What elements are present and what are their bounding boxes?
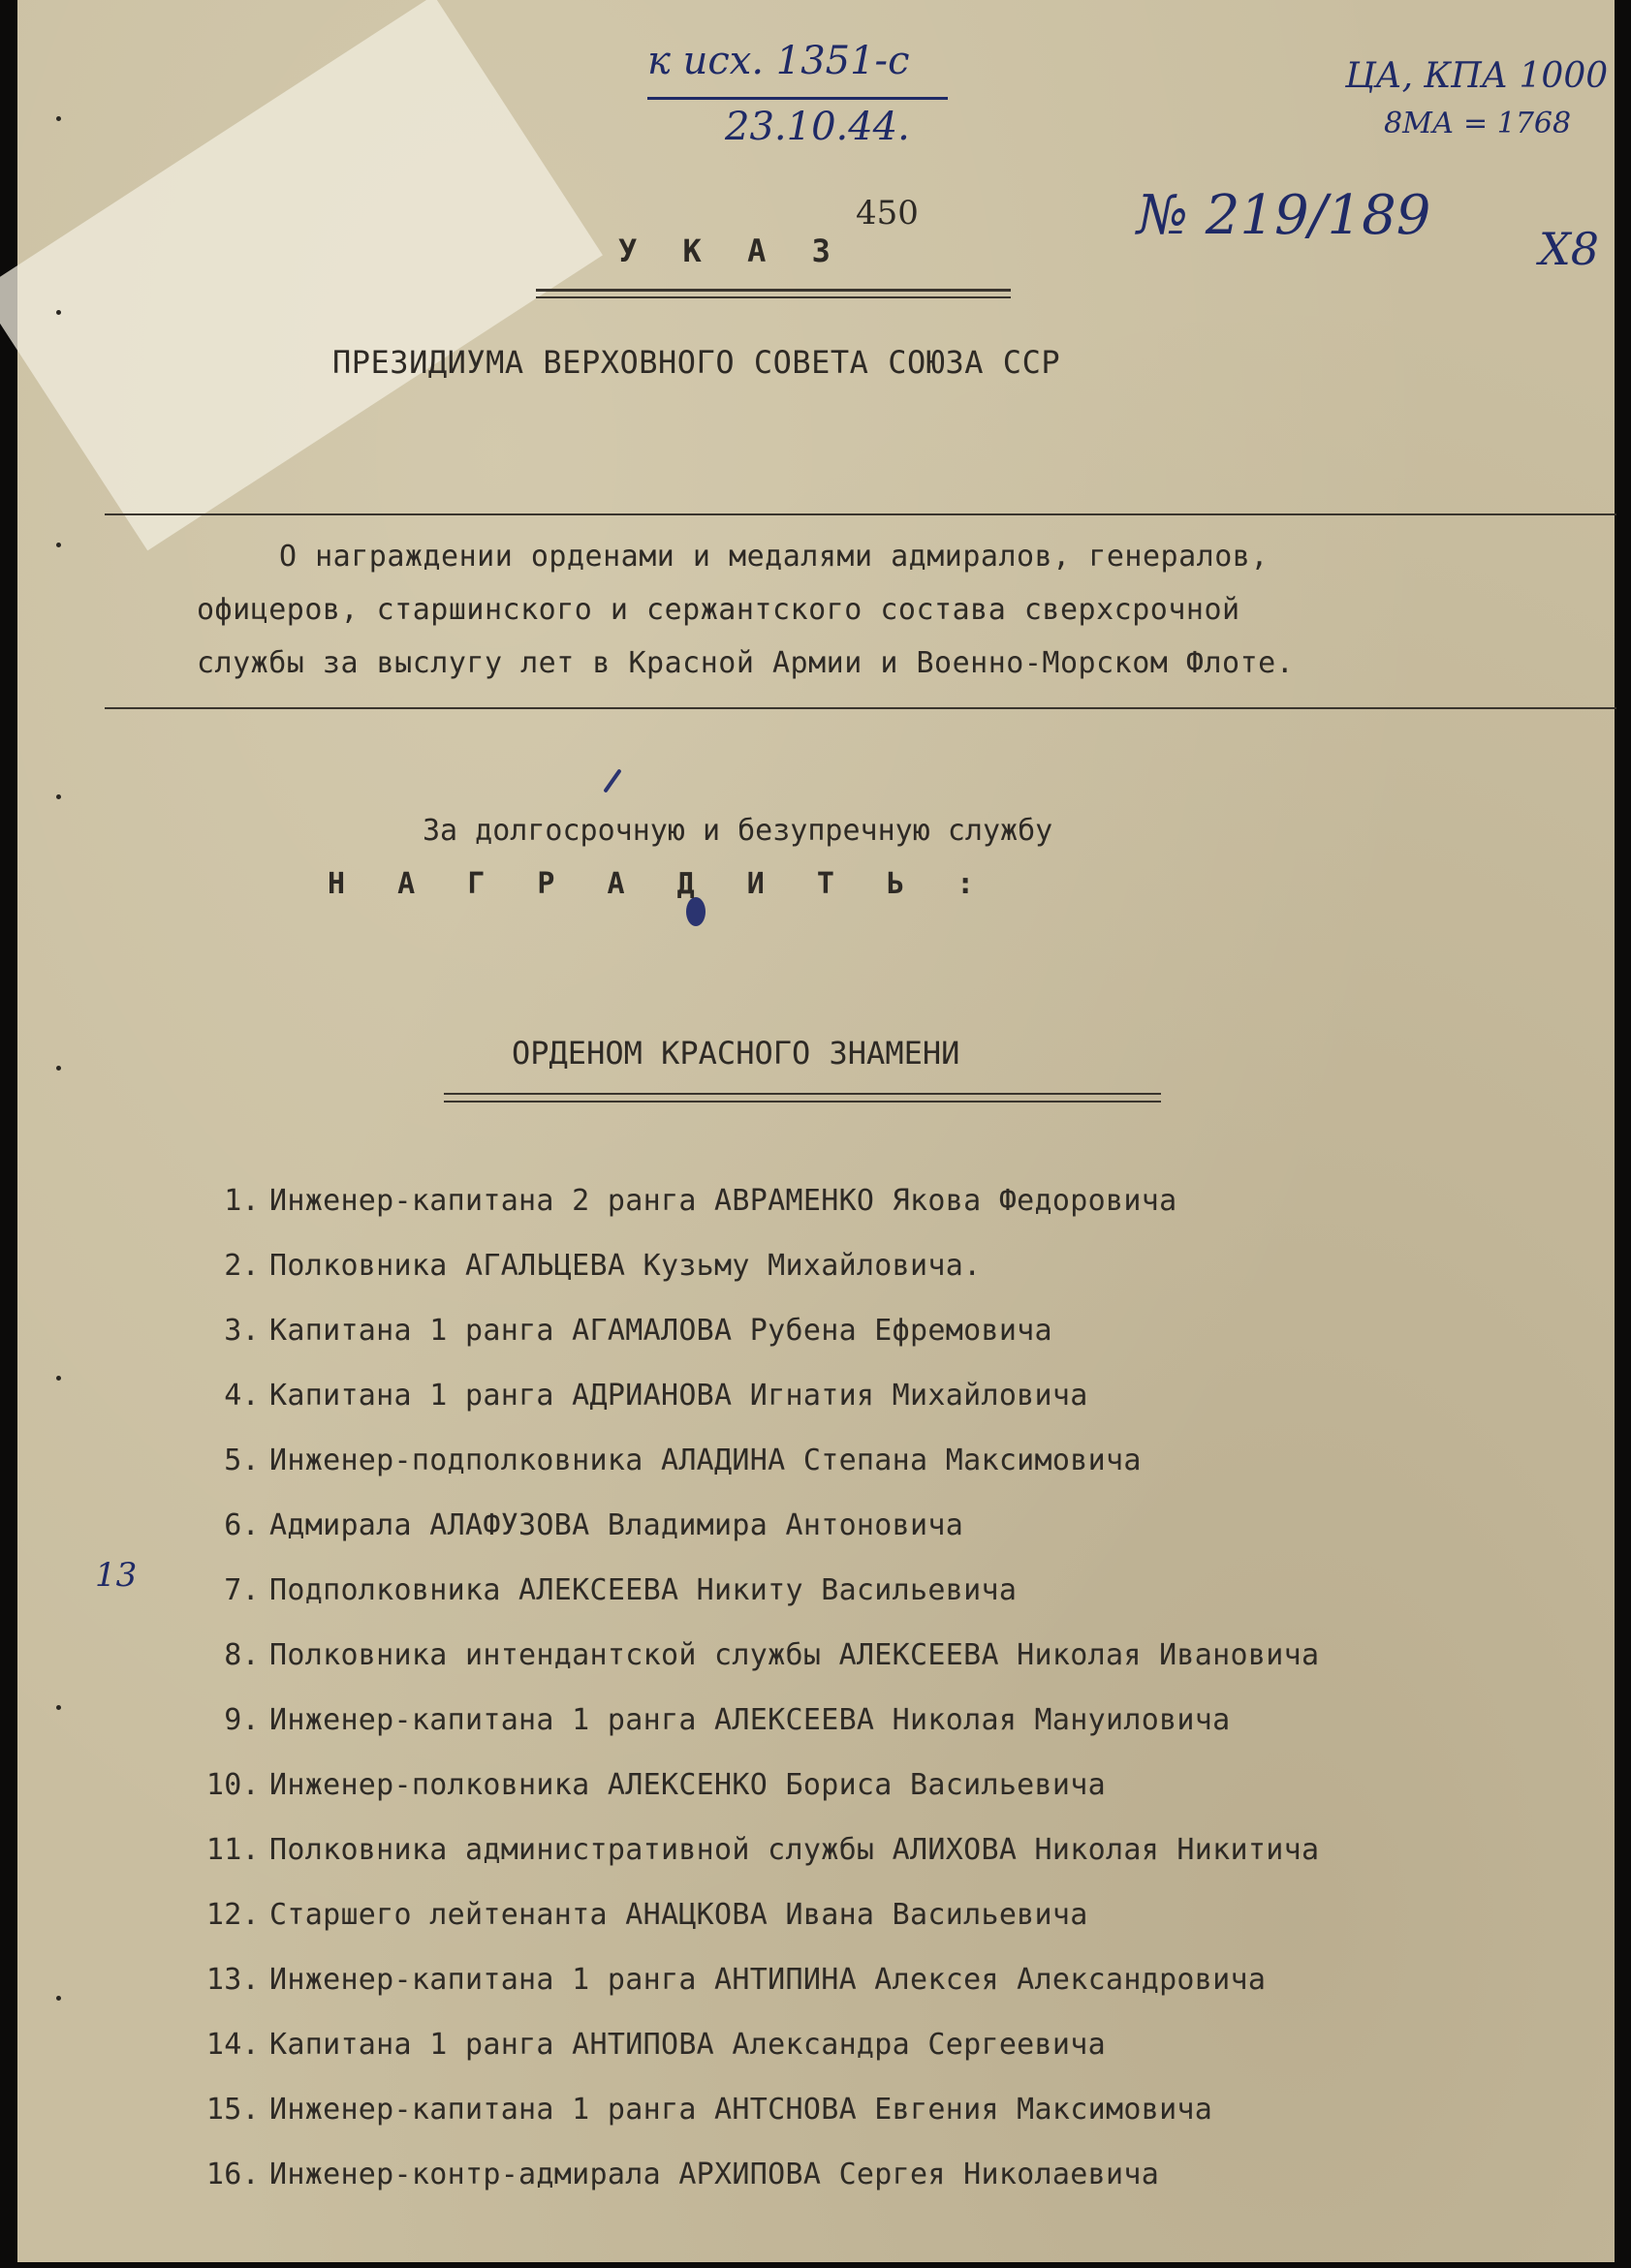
list-item bbox=[163, 2014, 1319, 2079]
list-item bbox=[163, 1235, 1319, 1300]
subject-bottom-rule bbox=[105, 707, 1616, 709]
binder-hole bbox=[56, 794, 61, 799]
item-number: 13. bbox=[205, 1963, 260, 1997]
item-number: 4. bbox=[224, 1379, 260, 1413]
list-item bbox=[163, 1690, 1319, 1755]
list-item bbox=[163, 1430, 1319, 1495]
item-number: 7. bbox=[224, 1573, 260, 1607]
order-heading: ОРДЕНОМ КРАСНОГО ЗНАМЕНИ bbox=[512, 1035, 960, 1072]
subject-top-rule bbox=[105, 513, 1616, 515]
handwritten-margin-note: 13 bbox=[95, 1556, 138, 1595]
item-text: Полковника АГАЛЬЦЕВА Кузьму Михайловича. bbox=[269, 1249, 982, 1283]
ink-blot bbox=[686, 897, 706, 926]
item-text: Инженер-капитана 1 ранга АЛЕКСЕЕВА Николая Мануиловича bbox=[269, 1703, 1231, 1737]
list-item bbox=[163, 1365, 1319, 1430]
handwritten-ref-date: 23.10.44. bbox=[725, 105, 910, 149]
item-text: Подполковника АЛЕКСЕЕВА Никиту Васильевича bbox=[269, 1573, 1018, 1607]
binder-hole bbox=[56, 1705, 61, 1710]
item-text: Адмирала АЛАФУЗОВА Владимира Антоновича bbox=[269, 1508, 964, 1542]
list-item bbox=[163, 1495, 1319, 1560]
item-text: Инженер-капитана 1 ранга АНТИПИНА Алексея Александровича bbox=[269, 1963, 1267, 1997]
handwritten-archive-line1: ЦА, КПА 1000 bbox=[1345, 56, 1609, 96]
item-number: 8. bbox=[224, 1638, 260, 1672]
item-text: Инженер-полковника АЛЕКСЕНКО Бориса Васильевича bbox=[269, 1768, 1106, 1802]
binder-hole bbox=[56, 310, 61, 315]
decree-number: 450 bbox=[856, 194, 919, 233]
list-item bbox=[163, 2144, 1319, 2209]
item-number: 15. bbox=[205, 2093, 260, 2127]
ink-stroke bbox=[603, 768, 621, 792]
item-text: Капитана 1 ранга АДРИАНОВА Игнатия Михайловича bbox=[269, 1379, 1088, 1413]
handwritten-ref-number: к исх. 1351-с bbox=[647, 39, 910, 83]
binder-hole bbox=[56, 543, 61, 547]
subject-line-2: офицеров, старшинского и сержантского состава сверхсрочной bbox=[197, 593, 1240, 627]
item-number: 11. bbox=[205, 1833, 260, 1867]
item-text: Инженер-капитана 2 ранга АВРАМЕНКО Якова Федоровича bbox=[269, 1184, 1177, 1218]
binder-hole bbox=[56, 116, 61, 121]
item-text: Инженер-капитана 1 ранга АНТСНОВА Евгения Максимовича bbox=[269, 2093, 1213, 2127]
list-item bbox=[163, 1755, 1319, 1819]
item-text: Полковника административной службы АЛИХОВА Николая Никитича bbox=[269, 1833, 1320, 1867]
item-number: 2. bbox=[224, 1249, 260, 1283]
subject-line-3: службы за выслугу лет в Красной Армии и Военно-Морском Флоте. bbox=[197, 646, 1295, 680]
list-item bbox=[163, 1949, 1319, 2014]
list-item bbox=[163, 1300, 1319, 1365]
list-item bbox=[163, 1884, 1319, 1949]
award-verb: Н А Г Р А Д И Т Ь : bbox=[328, 867, 992, 901]
item-text: Инженер-контр-адмирала АРХИПОВА Сергея Николаевича bbox=[269, 2158, 1160, 2191]
list-item bbox=[163, 1560, 1319, 1625]
binder-hole bbox=[56, 1376, 61, 1381]
issuing-body: ПРЕЗИДИУМА ВЕРХОВНОГО СОВЕТА СОЮЗА ССР bbox=[332, 344, 1061, 381]
item-text: Старшего лейтенанта АНАЦКОВА Ивана Васильевича bbox=[269, 1898, 1088, 1932]
item-number: 6. bbox=[224, 1508, 260, 1542]
item-text: Капитана 1 ранга АНТИПОВА Александра Сергеевича bbox=[269, 2028, 1106, 2062]
item-number: 1. bbox=[224, 1184, 260, 1218]
award-preamble: За долгосрочную и безупречную службу bbox=[423, 814, 1053, 848]
document-page bbox=[17, 0, 1615, 2262]
item-text: Капитана 1 ранга АГАМАЛОВА Рубена Ефремовича bbox=[269, 1314, 1052, 1348]
order-heading-underline bbox=[444, 1093, 1161, 1095]
item-number: 5. bbox=[224, 1444, 260, 1477]
list-item bbox=[163, 1170, 1319, 1235]
list-item bbox=[163, 1819, 1319, 1884]
subject-line-1: О награждении орденами и медалями адмиралов, генералов, bbox=[279, 540, 1269, 574]
item-text: Инженер-подполковника АЛАДИНА Степана Максимовича bbox=[269, 1444, 1142, 1477]
title-underline bbox=[536, 296, 1011, 298]
list-item bbox=[163, 1625, 1319, 1690]
handwritten-decree-number: № 219/189 bbox=[1137, 184, 1431, 247]
item-number: 16. bbox=[205, 2158, 260, 2191]
binder-hole bbox=[56, 1066, 61, 1071]
list-item bbox=[163, 2079, 1319, 2144]
order-heading-underline bbox=[444, 1101, 1161, 1103]
item-number: 3. bbox=[224, 1314, 260, 1348]
item-number: 14. bbox=[205, 2028, 260, 2062]
item-text: Полковника интендантской службы АЛЕКСЕЕВА Николая Ивановича bbox=[269, 1638, 1320, 1672]
item-number: 9. bbox=[224, 1703, 260, 1737]
handwritten-corner-mark: Х8 bbox=[1539, 223, 1600, 275]
title-underline bbox=[536, 289, 1011, 292]
recipient-list bbox=[163, 1170, 1319, 2209]
adhesive-tape bbox=[0, 0, 603, 550]
binder-hole bbox=[56, 1996, 61, 2001]
item-number: 12. bbox=[205, 1898, 260, 1932]
document-title: У К А З bbox=[618, 233, 844, 269]
handwritten-archive-line2: 8МА = 1768 bbox=[1384, 107, 1572, 140]
handwritten-underline bbox=[647, 97, 948, 100]
item-number: 10. bbox=[205, 1768, 260, 1802]
